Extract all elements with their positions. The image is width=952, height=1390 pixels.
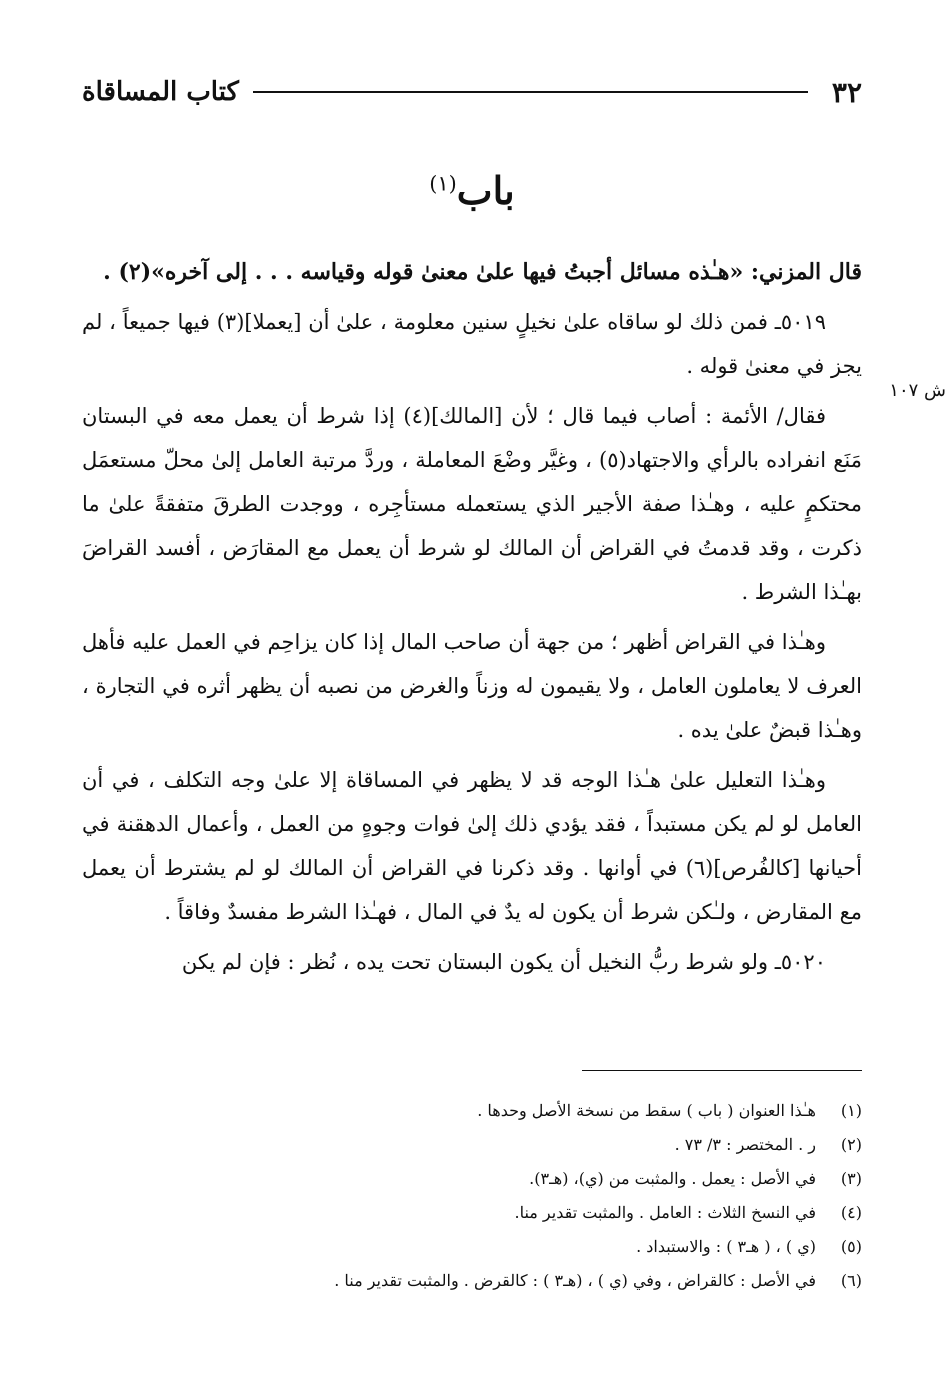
footnotes xyxy=(82,1094,862,1298)
footnote-number: (٦) xyxy=(840,1271,862,1290)
footnote-number: (٣) xyxy=(840,1169,862,1188)
running-header xyxy=(82,72,862,112)
book-page xyxy=(82,58,946,1358)
footnote-number: (٥) xyxy=(840,1237,862,1256)
footnote-number: (٢) xyxy=(840,1135,862,1154)
paragraph: ٥٠٢٠ـ ولو شرط ربُّ النخيل أن يكون البستان تحت يده ، نُظر : فإن لم يكن xyxy=(181,950,826,974)
header-rule xyxy=(253,91,808,93)
paragraph: وهـٰذا في القراض أظهر ؛ من جهة أن صاحب المال إذا كان يزاحِم في العمل عليه فأهل العرف لا يعاملون العامل ، ولا يقيمون له وزناً والغرض من نصبه أن يظهر أثره في التجارة ، وهـٰذا قبضٌ علىٰ يده . xyxy=(82,630,862,742)
footnote xyxy=(82,1094,862,1128)
footnote-text: في الأصل : كالقراض ، وفي (ي ) ، (هـ٣ ) : كالقرض . والمثبت تقدير منا . xyxy=(334,1271,816,1290)
paragraph: وهـٰذا التعليل علىٰ هـٰذا الوجه قد لا يظهر في المساقاة إلا علىٰ وجه التكلف ، في أن العامل لو لم يكن مستبداً ، فقد يؤدي ذلك إلىٰ فوات وجوهٍ من العمل ، وأعمال الدهقنة في أحيانها [كالفُرص](٦) في أوانها . وقد ذكرنا في القراض أن المالك لو لم يشترط أن يعمل مع المقارض ، ولـٰكن شرط أن يكون له يدٌ في المال ، فهـٰذا الشرط مفسدٌ وفاقاً . xyxy=(82,768,862,924)
page-number: ٣٢ xyxy=(831,75,862,109)
heading-footnote-ref: (١) xyxy=(429,171,457,196)
paragraph: فقال/ الأئمة : أصاب فيما قال ؛ لأن [المالك](٤) إذا شرط أن يعمل معه في البستان مَنَع انفراده بالرأي والاجتهاد(٥) ، وغيَّر وضْعَ المعاملة ، وردَّ مرتبة العامل إلىٰ محلّ مستعمَل محتكمٍ عليه ، وهـٰذا صفة الأجير الذي يستعمله مستأجِره ، ووجدت الطرقَ متفقةً علىٰ ما ذكرت ، وقد قدمتُ في القراض أن المالك لو شرط أن يعمل مع المقارَض ، أفسد القراضَ بهـٰذا الشرط . xyxy=(82,404,863,604)
footnote xyxy=(82,1196,862,1230)
chapter-heading xyxy=(82,168,862,213)
footnote-rule xyxy=(582,1070,862,1071)
footnote-text: في النسخ الثلاث : العامل . والمثبت تقدير منا. xyxy=(514,1203,816,1222)
footnote-text: في الأصل : يعمل . والمثبت من (ي)، (هـ٣). xyxy=(529,1169,816,1188)
chapter-heading-text: باب xyxy=(456,168,515,213)
footnote xyxy=(82,1264,862,1298)
paragraph: ٥٠١٩ـ فمن ذلك لو ساقاه علىٰ نخيلٍ سنين معلومة ، علىٰ أن [يعملا](٣) فيها جميعاً ، لم يجز في معنىٰ قوله . xyxy=(82,310,862,378)
margin-note: ش ١٠٧ xyxy=(889,380,946,401)
footnote-number: (١) xyxy=(840,1101,862,1120)
footnote xyxy=(82,1128,862,1162)
footnote-text: (ي ) ، ( هـ٣ ) : والاستبداد . xyxy=(636,1237,816,1256)
paragraph: قال المزني: «هـٰذه مسائل أجبتُ فيها علىٰ معنىٰ قوله وقياسه . . . إلى آخره»(٢) . xyxy=(103,259,862,285)
footnote xyxy=(82,1230,862,1264)
main-text xyxy=(82,250,862,990)
running-title: كتاب المساقاة xyxy=(82,77,239,107)
footnote-text: ر . المختصر : ٣/ ٧٣ . xyxy=(674,1135,816,1154)
footnote-text: هـٰذا العنوان ( باب ) سقط من نسخة الأصل وحدها . xyxy=(477,1101,816,1120)
footnote xyxy=(82,1162,862,1196)
footnote-number: (٤) xyxy=(840,1203,862,1222)
